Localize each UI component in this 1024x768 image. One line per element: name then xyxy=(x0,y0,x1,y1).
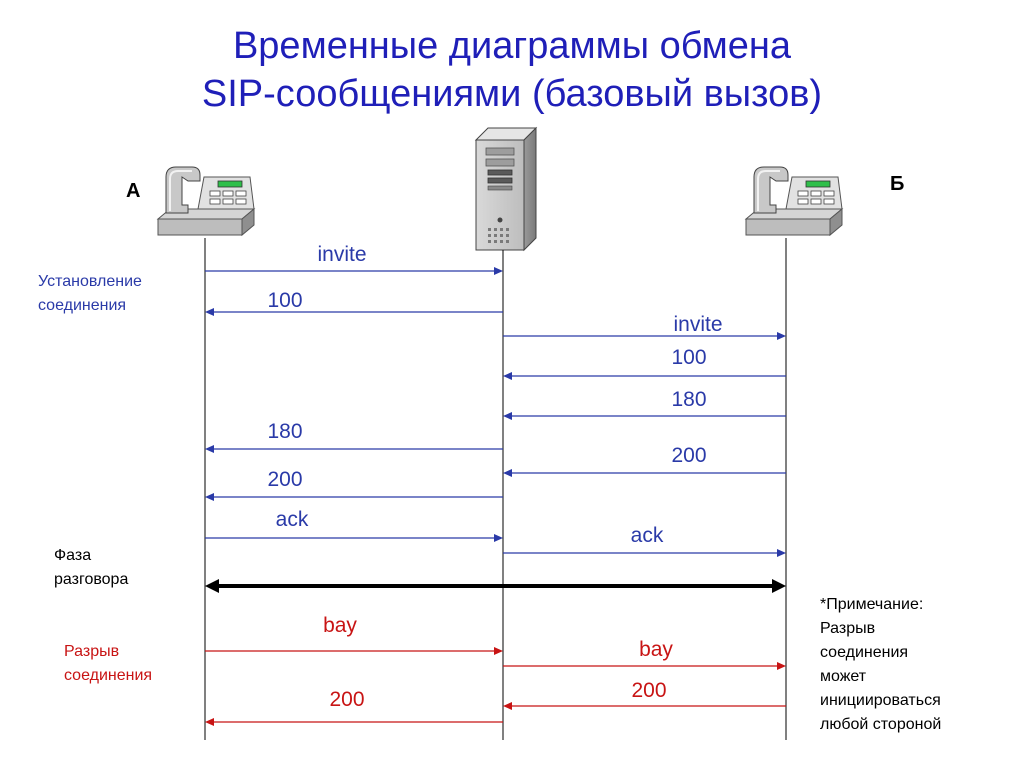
message-arrow xyxy=(503,388,786,420)
message-arrow xyxy=(205,508,503,542)
message-label: 200 xyxy=(267,468,303,491)
title-line-2: SIP-сообщениями (базовый вызов) xyxy=(201,73,823,115)
message-label: invite xyxy=(673,313,723,336)
message-arrow xyxy=(205,243,503,275)
message-arrows xyxy=(205,243,786,726)
server-icon xyxy=(476,128,536,250)
message-label: bay xyxy=(323,614,357,637)
message-arrow xyxy=(503,679,786,710)
message-arrow xyxy=(205,420,503,453)
message-arrow xyxy=(503,444,786,477)
message-label: 200 xyxy=(671,444,707,467)
message-label: ack xyxy=(275,508,309,531)
message-arrow xyxy=(205,468,503,501)
title-line-1: Временные диаграммы обмена xyxy=(232,25,792,67)
message-arrow xyxy=(503,524,786,557)
message-arrow xyxy=(503,638,786,670)
phase-talk-label: Фаза разговора xyxy=(54,547,129,588)
message-label: 200 xyxy=(631,679,667,702)
message-label: 100 xyxy=(267,289,303,312)
phase-setup-label: Установление соединения xyxy=(38,273,142,314)
message-label: 200 xyxy=(329,688,365,711)
message-arrow xyxy=(503,346,786,380)
talk-phase-arrow xyxy=(205,579,786,593)
message-label: ack xyxy=(630,524,664,547)
message-arrow xyxy=(205,688,503,726)
message-arrow xyxy=(205,614,503,655)
message-label: 180 xyxy=(671,388,707,411)
party-b-label: Б xyxy=(890,173,905,195)
phone-icon xyxy=(746,167,842,235)
phase-release-label: Разрыв соединения xyxy=(64,643,153,684)
message-arrow xyxy=(205,289,503,316)
note-text: *Примечание: Разрыв соединения может инициироваться любой стороной xyxy=(820,596,942,733)
message-arrow xyxy=(503,313,786,340)
message-label: invite xyxy=(317,243,367,266)
message-label: 180 xyxy=(267,420,303,443)
message-label: bay xyxy=(639,638,673,661)
message-label: 100 xyxy=(671,346,707,369)
phone-icon xyxy=(158,167,254,235)
party-a-label: А xyxy=(126,180,141,202)
